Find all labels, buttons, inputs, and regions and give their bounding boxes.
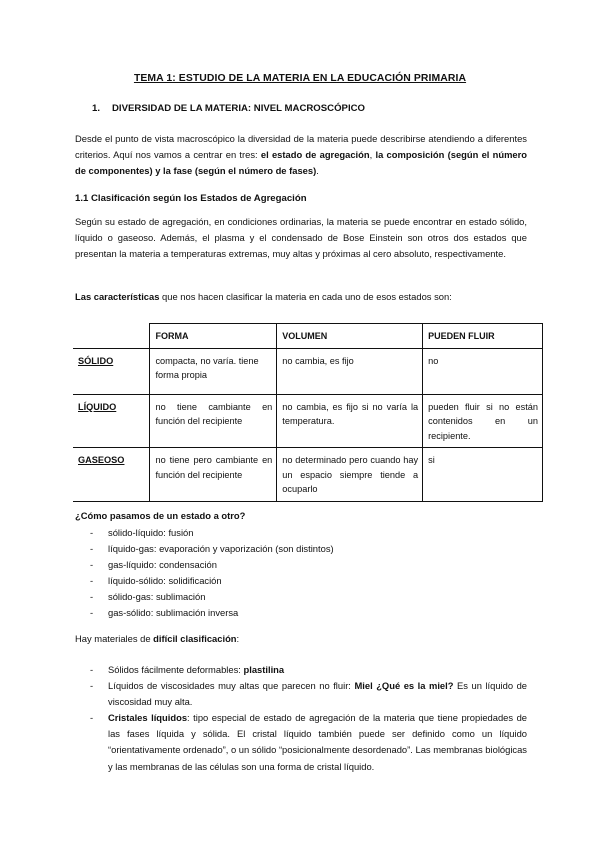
transition-question: ¿Cómo pasamos de un estado a otro? bbox=[75, 510, 246, 521]
list-item: - sólido-gas: sublimación bbox=[90, 589, 334, 605]
characteristics-intro bbox=[75, 291, 452, 302]
row-state-solido: SÓLIDO bbox=[73, 348, 150, 394]
item-bold: Miel ¿Qué es la miel? bbox=[354, 680, 454, 692]
list-item bbox=[90, 710, 527, 774]
row-state-gaseoso: GASEOSO bbox=[73, 448, 150, 502]
item-bold: Cristales líquidos bbox=[108, 712, 188, 724]
list-item: - gas-líquido: condensación bbox=[90, 557, 334, 573]
table-row bbox=[73, 394, 543, 448]
cell-volumen: no determinado pero cuando hay un espacio siempre tiende a ocuparlo bbox=[277, 448, 423, 502]
cell-fluir: si bbox=[423, 448, 543, 502]
intro-text-4: . bbox=[316, 165, 319, 177]
cell-forma: no tiene pero cambiante en función del recipiente bbox=[150, 448, 277, 502]
table-row bbox=[73, 348, 543, 394]
cell-forma: no tiene cambiante en función del recipiente bbox=[150, 394, 277, 448]
table-corner-cell bbox=[73, 324, 150, 349]
transition-list bbox=[90, 525, 334, 622]
section-title: DIVERSIDAD DE LA MATERIA: NIVEL MACROSCÓPICO bbox=[112, 103, 366, 114]
characteristics-bold: Las características bbox=[75, 291, 160, 302]
item-bold: plastilina bbox=[243, 664, 285, 675]
states-paragraph: Según su estado de agregación, en condiciones ordinarias, la materia se puede encontrar en estado sólido, líquido o gaseoso. Además, el plasma y el condensado de Bose Einstein son otros dos estados que presentan la materia a temperaturas extremas, muy altas y próximas al cero absoluto, respectivamente. bbox=[75, 216, 527, 260]
difficult-bold: difícil clasificación bbox=[153, 633, 237, 644]
table-header-row bbox=[73, 324, 543, 349]
states-table bbox=[73, 323, 543, 502]
cell-volumen: no cambia, es fijo bbox=[277, 348, 423, 394]
intro-bold-fase: y la fase (según el número de fases) bbox=[155, 165, 317, 177]
difficult-tail: : bbox=[236, 633, 240, 644]
cell-volumen: no cambia, es fijo si no varía la temperatura. bbox=[277, 394, 423, 448]
characteristics-rest: que nos hacen clasificar la materia en cada uno de esos estados son: bbox=[159, 291, 452, 302]
difficult-list bbox=[90, 662, 527, 775]
item-text: Líquidos de viscosidades muy altas que parecen no fluir: bbox=[108, 680, 355, 692]
list-item: - gas-sólido: sublimación inversa bbox=[90, 605, 334, 621]
intro-text-1: Desde el punto de vista macroscópico la diversidad de la materia puede describirse atendiendo a diferentes criterios. Aquí nos vamos a centrar en tres: bbox=[75, 133, 527, 161]
intro-text-2: , bbox=[369, 149, 376, 161]
intro-paragraph bbox=[75, 131, 527, 180]
intro-bold-composicion: la composición (según el número de componentes) bbox=[75, 149, 528, 177]
intro-bold-agregacion: el estado de agregación bbox=[260, 149, 370, 161]
item-text: Sólidos fácilmente deformables: bbox=[108, 664, 244, 675]
item-rest: : tipo especial de estado de agregación de la materia que tiene propiedades de las fases líquida y sólida. El cristal líquido también puede ser definido como un líquido “orientativamente ordenado”, o un sólido “posicionalmente desordenado”. Las membranas biológicas y las membranas de las células son una forma de cristal líquido. bbox=[108, 712, 527, 772]
header-fluir: PUEDEN FLUIR bbox=[423, 324, 543, 349]
row-state-liquido: LÍQUIDO bbox=[73, 394, 150, 448]
list-item: - líquido-gas: evaporación y vaporización (son distintos) bbox=[90, 541, 334, 557]
list-item: - sólido-líquido: fusión bbox=[90, 525, 334, 541]
list-item bbox=[90, 662, 527, 678]
cell-fluir: no bbox=[423, 348, 543, 394]
cell-fluir: pueden fluir si no están contenidos en un recipiente. bbox=[423, 394, 543, 448]
list-item bbox=[90, 678, 527, 710]
cell-forma: compacta, no varía. tiene forma propia bbox=[150, 348, 277, 394]
section-number: 1. bbox=[92, 103, 101, 114]
subsection-heading: 1.1 Clasificación según los Estados de Agregación bbox=[75, 193, 307, 204]
table-row bbox=[73, 448, 543, 502]
item-rest: Es un líquido de viscosidad muy alta. bbox=[108, 680, 528, 708]
difficult-text: Hay materiales de bbox=[75, 633, 154, 644]
list-item: - líquido-sólido: solidificación bbox=[90, 573, 334, 589]
header-forma: FORMA bbox=[150, 324, 277, 349]
difficult-intro bbox=[75, 633, 239, 644]
section-heading bbox=[92, 103, 365, 114]
header-volumen: VOLUMEN bbox=[277, 324, 423, 349]
document-title: TEMA 1: ESTUDIO DE LA MATERIA EN LA EDUCACIÓN PRIMARIA bbox=[133, 73, 467, 84]
